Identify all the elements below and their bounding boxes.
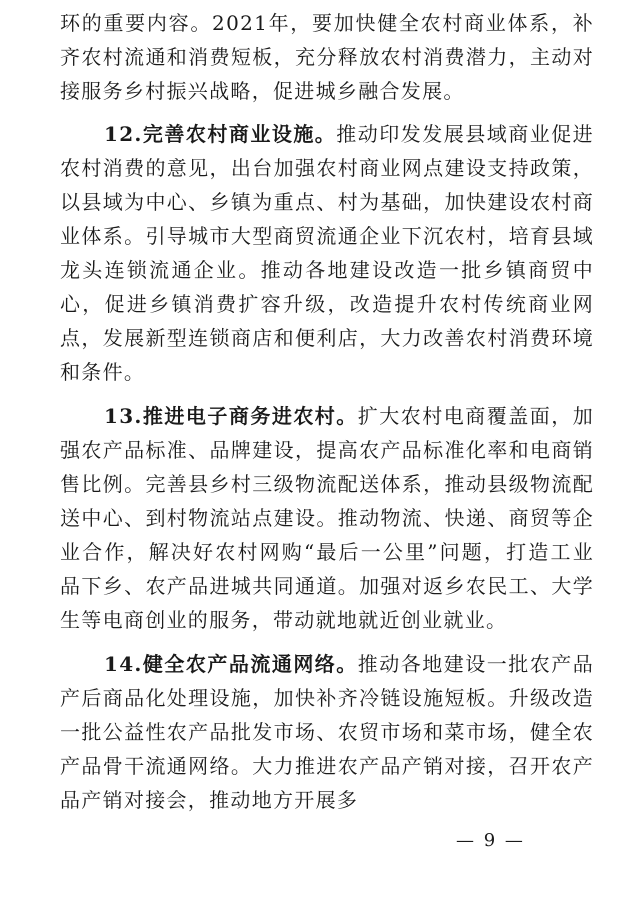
document-body [60,6,594,817]
paragraph-13 [60,399,594,637]
paragraph-14 [60,647,594,817]
paragraph-text: 环的重要内容。2021年，要加快健全农村商业体系，补齐农村流通和消费短板，充分释放农村消费潜力，主动对接服务乡村振兴战略，促进城乡融合发展。 [60,11,594,103]
section-heading-13: 13.推进电子商务进农村。 [104,404,358,428]
page-number: — 9 — [456,830,525,851]
section-heading-12: 12.完善农村商业设施。 [104,122,337,146]
paragraph-12 [60,117,594,389]
paragraph-text: 扩大农村电商覆盖面，加强农产品标准、品牌建设，提高农产品标准化率和电商销售比例。完善县乡村三级物流配送体系，推动县级物流配送中心、到村物流站点建设。推动物流、快递、商贸等企业合作，解决好农村网购“最后一公里”问题，打造工业品下乡、农产品进城共同通道。加强对返乡农民工、大学生等电商创业的服务，带动就地就近创业就业。 [60,404,594,632]
paragraph-continuation [60,6,594,108]
paragraph-text: 推动各地建设一批农产品产后商品化处理设施，加快补齐冷链设施短板。升级改造一批公益性农产品批发市场、农贸市场和菜市场，健全农产品骨干流通网络。大力推进农产品产销对接，召开农产品产销对接会，推动地方开展多 [60,652,594,812]
paragraph-text: 推动印发发展县域商业促进农村消费的意见，出台加强农村商业网点建设支持政策，以县域为中心、乡镇为重点、村为基础，加快建设农村商业体系。引导城市大型商贸流通企业下沉农村，培育县域龙头连锁流通企业。推动各地建设改造一批乡镇商贸中心，促进乡镇消费扩容升级，改造提升农村传统商业网点，发展新型连锁商店和便利店，大力改善农村消费环境和条件。 [60,122,594,384]
section-heading-14: 14.健全农产品流通网络。 [104,652,358,676]
